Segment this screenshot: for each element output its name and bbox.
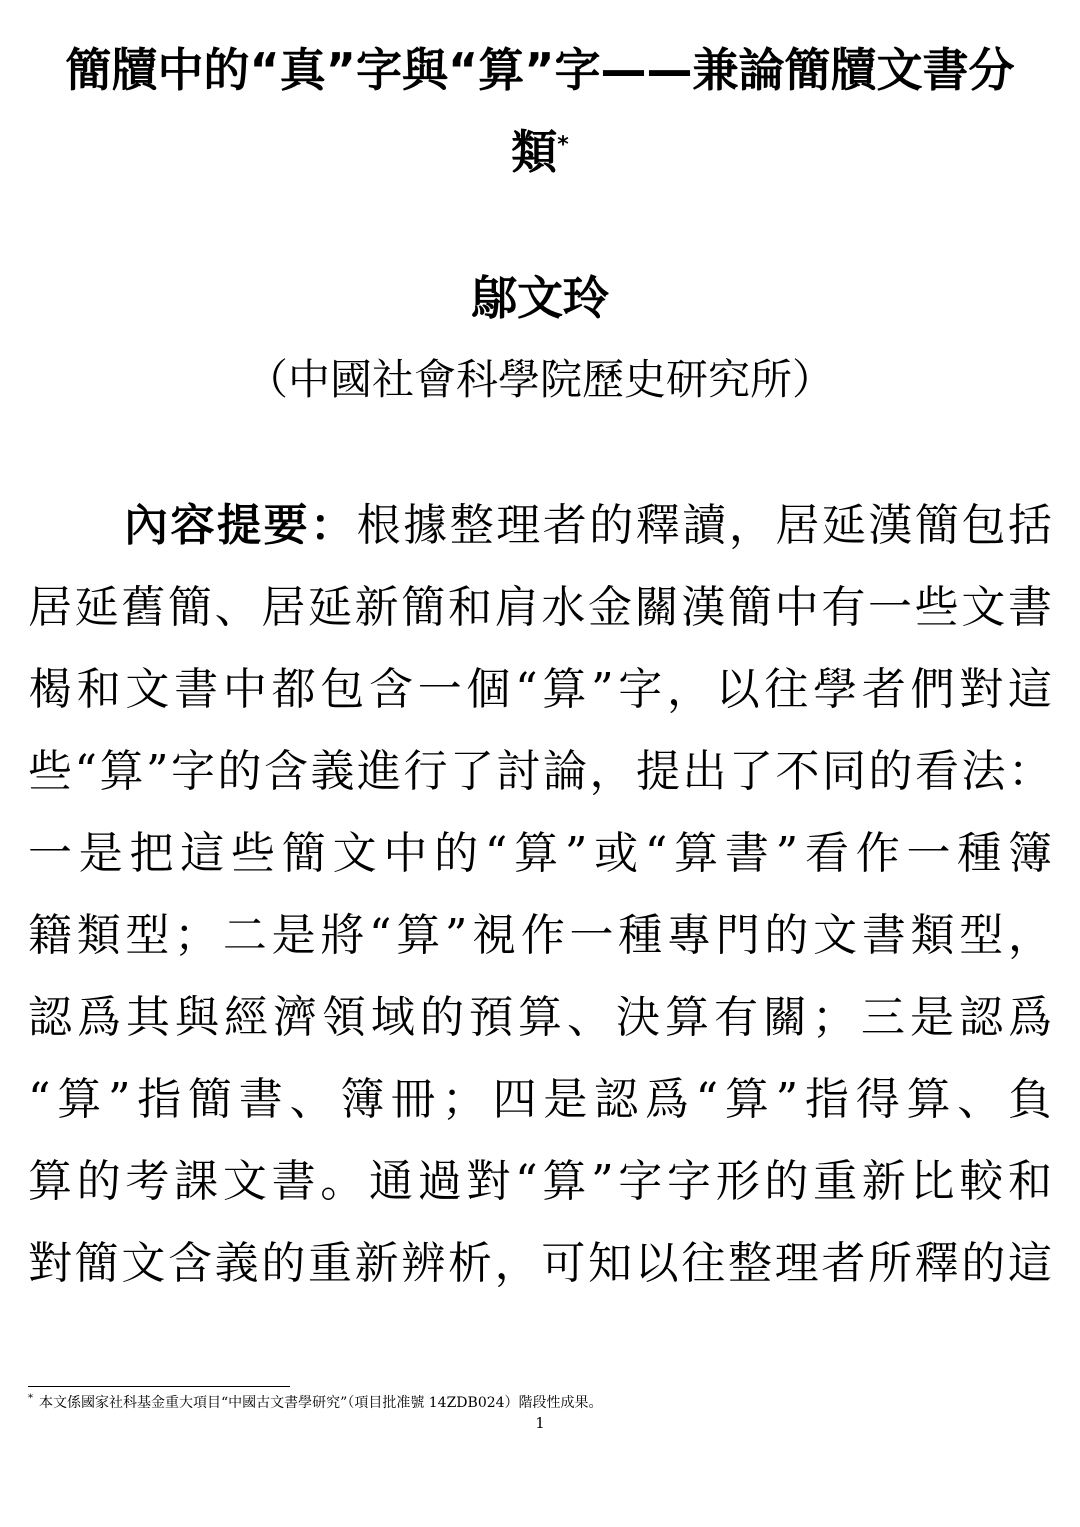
abstract-line-text: 根據整理者的釋讀，居延漢簡包括 bbox=[356, 500, 1052, 551]
abstract-line bbox=[124, 496, 1052, 556]
abstract-line: 籍類型；二是將“算”視作一種專門的文書類型， bbox=[28, 910, 1052, 961]
abstract-line: 算的考課文書。通過對“算”字字形的重新比較和 bbox=[28, 1156, 1052, 1207]
footnote-separator bbox=[28, 1386, 290, 1387]
author-name: 鄔文玲 bbox=[471, 271, 609, 325]
abstract-line: 些“算”字的含義進行了討論，提出了不同的看法： bbox=[28, 746, 1052, 797]
abstract-line: 對簡文含義的重新辨析，可知以往整理者所釋的這 bbox=[28, 1238, 1052, 1289]
footnote bbox=[28, 1392, 1048, 1414]
paper-title-line-2 bbox=[0, 124, 1080, 180]
author-affiliation: （中國社會科學院歷史研究所） bbox=[245, 355, 834, 404]
page-number: 1 bbox=[535, 1414, 545, 1432]
abstract-line: 一是把這些簡文中的“算”或“算書”看作一種簿 bbox=[28, 828, 1052, 879]
paper-title-line-1 bbox=[0, 42, 1080, 98]
abstract-line: 認爲其與經濟領域的預算、決算有關；三是認爲 bbox=[28, 992, 1052, 1043]
footnote-marker: * bbox=[28, 1393, 33, 1405]
footnote-text: 本文係國家社科基金重大項目“中國古文書學研究”（項目批准號 14ZDB024）階段性成果。 bbox=[39, 1395, 603, 1411]
paper-title-text-2: 類 bbox=[511, 125, 558, 179]
title-footnote-marker: * bbox=[557, 132, 569, 158]
abstract-line: “算”指簡書、簿冊；四是認爲“算”指得算、負 bbox=[28, 1074, 1052, 1125]
paper-title-text-1: 簡牘中的“真”字與“算”字——兼論簡牘文書分 bbox=[65, 43, 1015, 97]
abstract-line: 居延舊簡、居延新簡和肩水金關漢簡中有一些文書 bbox=[28, 582, 1052, 633]
abstract-label: 內容提要： bbox=[124, 500, 357, 551]
abstract-line: 楬和文書中都包含一個“算”字，以往學者們對這 bbox=[28, 664, 1052, 715]
